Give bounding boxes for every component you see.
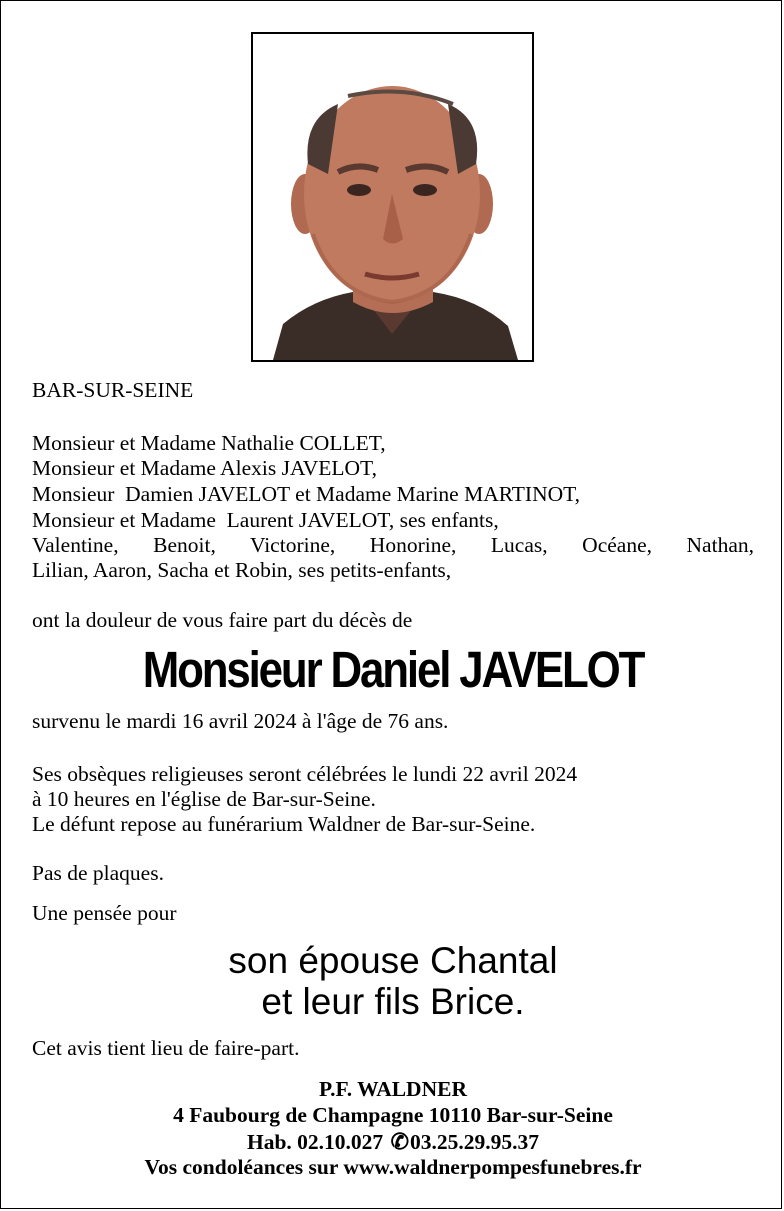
phone-number[interactable]: 03.25.29.95.37	[410, 1130, 539, 1154]
funeral-line-2: à 10 heures en l'église de Bar-sur-Seine.	[32, 787, 376, 811]
funeral-company-name: P.F. WALDNER	[319, 1077, 467, 1101]
thought-line-1: son épouse Chantal	[228, 940, 558, 981]
portrait-image	[253, 34, 532, 360]
town-name: BAR-SUR-SEINE	[32, 378, 194, 402]
phone-icon: ✆	[390, 1129, 409, 1154]
habilitation-number: Hab. 02.10.027	[247, 1130, 384, 1154]
portrait-photo	[251, 32, 534, 362]
condolences-link[interactable]: Vos condoléances sur www.waldnerpompesfunebres.fr	[144, 1155, 642, 1179]
funeral-company-contact	[1, 1128, 784, 1156]
notice-text: Cet avis tient lieu de faire-part.	[32, 1036, 300, 1060]
announcement-text: ont la douleur de vous faire part du décès de	[32, 608, 413, 632]
thought-intro: Une pensée pour	[32, 901, 177, 925]
family-line-2: Monsieur et Madame Alexis JAVELOT,	[32, 456, 377, 480]
grandchildren-line-2: Lilian, Aaron, Sacha et Robin, ses petits-enfants,	[32, 558, 452, 582]
family-line-1: Monsieur et Madame Nathalie COLLET,	[32, 431, 386, 455]
funeral-line-3: Le défunt repose au funérarium Waldner de Bar-sur-Seine.	[32, 812, 536, 836]
funeral-company-address: 4 Faubourg de Champagne 10110 Bar-sur-Seine	[173, 1103, 613, 1127]
grandchildren-line-1: Valentine, Benoit, Victorine, Honorine, Lucas, Océane, Nathan,	[32, 533, 754, 557]
funeral-line-1: Ses obsèques religieuses seront célébrées le lundi 22 avril 2024	[32, 762, 578, 786]
death-info: survenu le mardi 16 avril 2024 à l'âge de 76 ans.	[32, 709, 449, 733]
family-line-3: Monsieur Damien JAVELOT et Madame Marine MARTINOT,	[32, 482, 581, 506]
thought-line-2: et leur fils Brice.	[261, 981, 525, 1022]
no-plaques-note: Pas de plaques.	[32, 861, 164, 885]
family-line-4: Monsieur et Madame Laurent JAVELOT, ses enfants,	[32, 508, 499, 532]
deceased-name: Monsieur Daniel JAVELOT	[142, 641, 644, 698]
